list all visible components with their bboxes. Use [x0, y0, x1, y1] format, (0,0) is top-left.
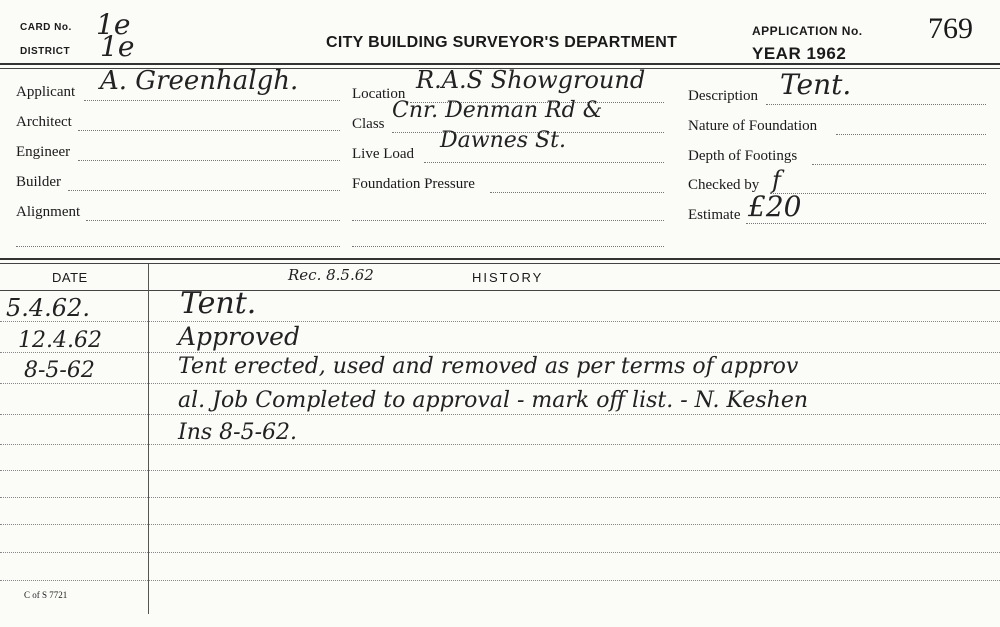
live-load-line — [424, 162, 664, 163]
builder-line — [68, 190, 340, 191]
history-rule — [0, 321, 1000, 322]
history-text: Tent. — [180, 286, 257, 321]
location-value: R.A.S Showground — [416, 66, 646, 94]
history-rule — [0, 352, 1000, 353]
header-rule — [0, 63, 1000, 65]
history-date: 5.4.62. — [6, 294, 90, 322]
mid-extra-line — [352, 220, 664, 221]
history-text: Ins 8-5-62. — [178, 420, 297, 445]
checked-by-line — [770, 193, 986, 194]
history-rule — [0, 470, 1000, 471]
received-note: Rec. 8.5.62 — [288, 266, 374, 284]
live-load-label: Live Load — [352, 146, 415, 162]
form-code: C of S 7721 — [24, 590, 68, 600]
description-value: Tent. — [780, 68, 852, 101]
history-date: 8-5-62 — [24, 358, 95, 383]
applicant-line — [84, 100, 340, 101]
estimate-label: Estimate — [688, 207, 741, 223]
nature-of-foundation-label: Nature of Foundation — [688, 118, 818, 134]
foundation-pressure-label: Foundation Pressure — [352, 176, 475, 192]
department-title: CITY BUILDING SURVEYOR'S DEPARTMENT — [326, 34, 678, 51]
history-rule-top — [0, 258, 1000, 260]
estimate-line — [746, 223, 986, 224]
history-header-rule — [0, 290, 1000, 291]
applicant-value: A. Greenhalgh. — [100, 66, 299, 96]
application-number: 769 — [928, 12, 973, 45]
foundation-pressure-line — [490, 192, 664, 193]
history-header: HISTORY — [472, 270, 544, 285]
history-date: 12.4.62 — [18, 328, 102, 353]
left-extra-line — [16, 246, 340, 247]
history-rule-top-2 — [0, 263, 1000, 264]
history-rule — [0, 580, 1000, 581]
history-text: Approved — [178, 322, 300, 351]
depth-of-footings-label: Depth of Footings — [688, 148, 798, 164]
application-label: APPLICATION No. — [752, 24, 863, 38]
history-rule — [0, 524, 1000, 525]
nature-of-foundation-line — [836, 134, 986, 135]
estimate-value: £20 — [748, 190, 802, 223]
mid-extra-line-2 — [352, 246, 664, 247]
applicant-label: Applicant — [16, 84, 76, 100]
history-rule — [0, 552, 1000, 553]
history-rule — [0, 497, 1000, 498]
history-text: Tent erected, used and removed as per terms of approv — [178, 354, 799, 379]
live-load-value: Dawnes St. — [440, 128, 566, 153]
date-header: DATE — [52, 270, 88, 285]
engineer-label: Engineer — [16, 144, 71, 160]
alignment-line — [86, 220, 340, 221]
alignment-label: Alignment — [16, 204, 81, 220]
district-value: 1e — [100, 30, 135, 63]
builder-label: Builder — [16, 174, 61, 190]
history-text: al. Job Completed to approval - mark off list. - N. Keshen — [178, 388, 809, 413]
architect-label: Architect — [16, 114, 72, 130]
location-label: Location — [352, 86, 406, 102]
class-label: Class — [352, 116, 385, 132]
engineer-line — [78, 160, 340, 161]
district-label: DISTRICT — [20, 46, 71, 57]
card-no-label: CARD No. — [20, 22, 72, 33]
checked-by-value: f — [772, 166, 781, 194]
history-rule — [0, 383, 1000, 384]
class-value: Cnr. Denman Rd & — [392, 98, 603, 123]
checked-by-label: Checked by — [688, 177, 760, 193]
description-line — [766, 104, 986, 105]
date-column-divider — [148, 264, 149, 614]
history-rule — [0, 414, 1000, 415]
card-no-value: 1e — [96, 8, 131, 41]
description-label: Description — [688, 88, 758, 104]
year-label: YEAR 1962 — [752, 44, 847, 63]
history-rule — [0, 444, 1000, 445]
depth-of-footings-line — [812, 164, 986, 165]
architect-line — [78, 130, 340, 131]
